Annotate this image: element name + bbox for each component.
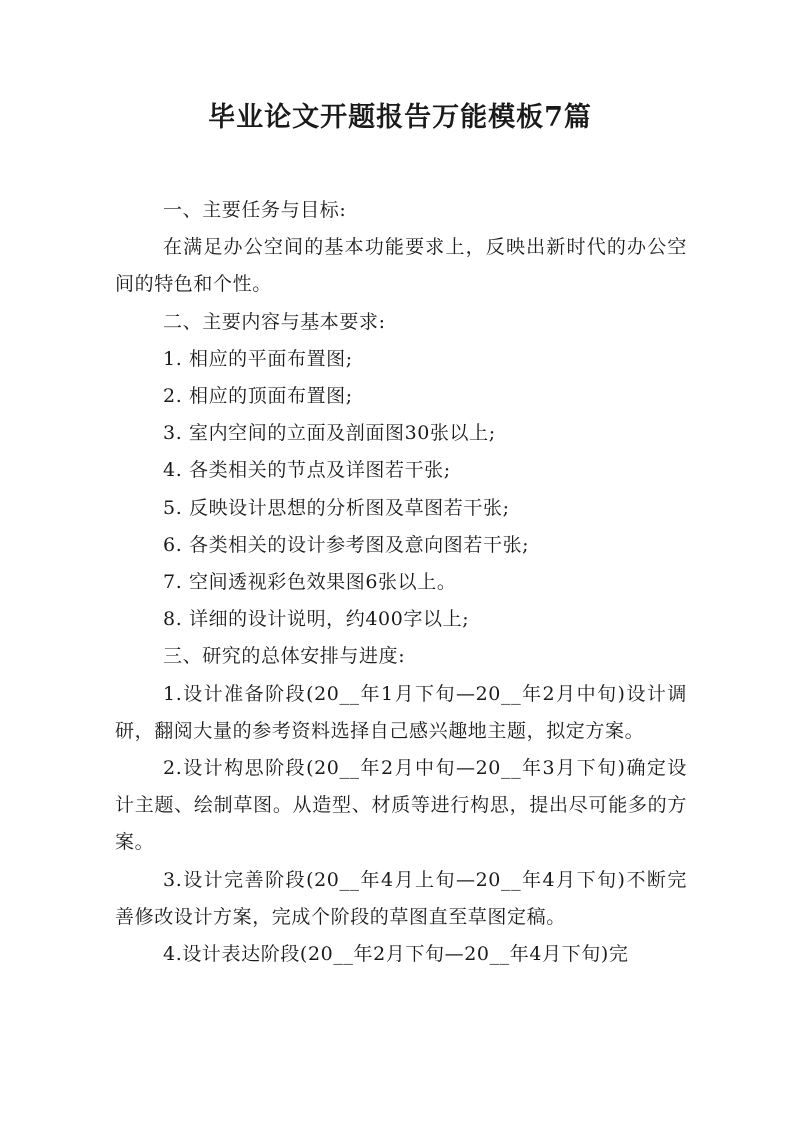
schedule-paragraph: 4.设计表达阶段(20__年2月下旬—20__年4月下旬)完: [163, 943, 629, 966]
list-item: 7. 空间透视彩色效果图6张以上。: [163, 571, 457, 594]
section-heading-tasks: 一、主要任务与目标:: [163, 199, 347, 221]
list-item: 1. 相应的平面布置图;: [163, 347, 353, 370]
document-body: [115, 192, 687, 973]
schedule-paragraph: 3.设计完善阶段(20__年4月上旬—20__年4月下旬)不断完善修改设计方案，完成个阶段的草图直至草图定稿。: [115, 868, 687, 928]
list-item: 5. 反映设计思想的分析图及草图若干张;: [163, 496, 510, 519]
list-item: 2. 相应的顶面布置图;: [163, 385, 353, 408]
section-heading-schedule: 三、研究的总体安排与进度:: [163, 645, 406, 668]
section-heading-content: 二、主要内容与基本要求:: [163, 310, 386, 333]
schedule-paragraph: 1.设计准备阶段(20__年1月下旬—20__年2月中旬)设计调研，翻阅大量的参考资料选择自己感兴趣地主题，拟定方案。: [115, 682, 687, 742]
schedule-paragraph: 2.设计构思阶段(20__年2月中旬—20__年3月下旬)确定设计主题、绘制草图。从造型、材质等进行构思，提出尽可能多的方案。: [115, 757, 687, 854]
paragraph-goal: 在满足办公空间的基本功能要求上，反映出新时代的办公空间的特色和个性。: [115, 236, 687, 296]
list-item: 6. 各类相关的设计参考图及意向图若干张;: [163, 533, 530, 556]
list-item: 4. 各类相关的节点及详图若干张;: [163, 459, 451, 482]
list-item: 8. 详细的设计说明，约400字以上;: [163, 608, 470, 631]
document-title: 毕业论文开题报告万能模板7篇: [208, 102, 592, 133]
list-item: 3. 室内空间的立面及剖面图30张以上;: [163, 422, 496, 445]
